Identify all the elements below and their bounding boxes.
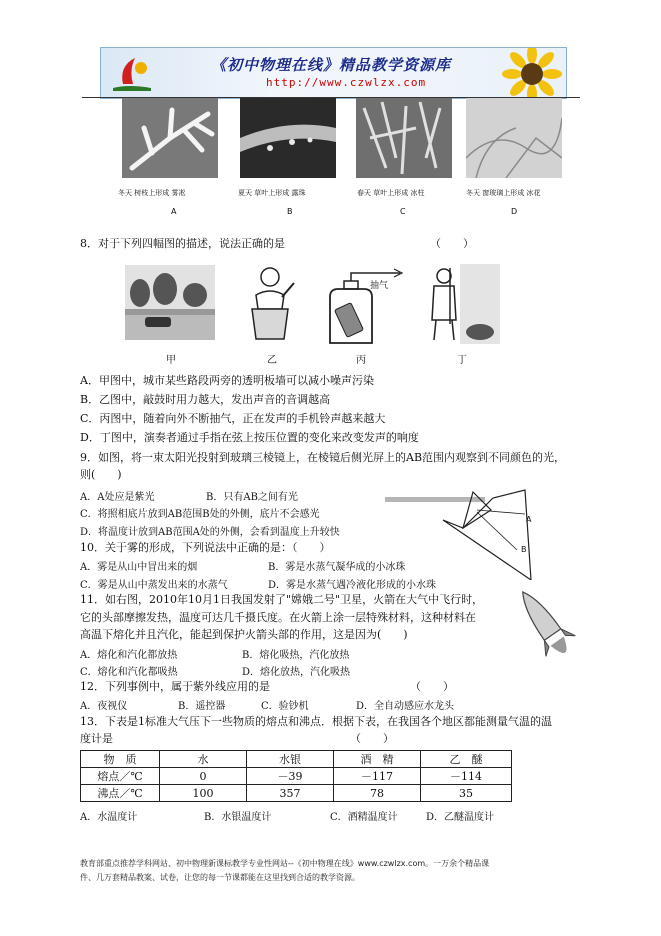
banner-title: 《初中物理在线》精品教学资源库: [211, 56, 452, 74]
fig-label-yi: 乙: [267, 355, 277, 366]
fig-label-ding: 丁: [457, 355, 467, 366]
site-logo-icon: [109, 54, 155, 92]
photo-dew: [240, 98, 336, 178]
table-cell: 35: [421, 785, 512, 802]
q11-line3: 高温下熔化并且汽化，能起到保护火箭头部的作用，这是因为( ): [80, 628, 408, 641]
table-cell: －117: [334, 768, 421, 785]
table-cell: 熔点／℃: [81, 768, 160, 785]
q13-option-b: B．水银温度计: [204, 812, 272, 823]
q13-blank: （ ）: [350, 732, 394, 745]
table-header-cell: 酒 精: [334, 751, 421, 768]
fig-ding-erhu: [420, 264, 500, 344]
q9-option-c: C．将照相底片放到AB范围B处的外侧，底片不会感光: [80, 509, 320, 520]
q13-stem-line1: 13．下表是1标准大气压下一些物质的熔点和沸点．根据下表，在我国各个地区都能测量气温的温: [80, 715, 552, 728]
photo-caption-a: 冬天 树枝上形成 雾凇: [118, 189, 186, 197]
q13-option-d: D．乙醚温度计: [426, 812, 495, 823]
table-cell: 100: [160, 785, 247, 802]
table-cell: 78: [334, 785, 421, 802]
q10-stem: 10．关于雾的形成，下列说法中正确的是：（ ）: [80, 541, 331, 554]
photo-letter-b: B: [287, 207, 293, 216]
photo-letter-a: A: [171, 207, 177, 216]
q8-option-a: A．甲图中，城市某些路段两旁的透明板墙可以减小噪声污染: [80, 374, 374, 387]
q12-stem: 12．下列事例中，属于紫外线应用的是: [80, 680, 270, 693]
q9-option-a: A．A处应是紫光: [80, 492, 155, 503]
fig-bing-pump-label: 抽气: [370, 281, 389, 291]
banner-url: http://www.czwlzx.com: [266, 76, 427, 89]
q11-line1: 11．如右图，2010年10月1日我国发射了"嫦娥二号"卫星，火箭在大气中飞行时，: [80, 593, 484, 606]
q12-blank: （ ）: [410, 680, 454, 693]
table-cell: 沸点／℃: [81, 785, 160, 802]
q11-option-d: D．熔化放热，汽化吸热: [242, 667, 351, 678]
q8-option-d: D．丁图中，演奏者通过手指在弦上按压位置的变化来改变发声的响度: [80, 431, 419, 444]
fig-jia-road: [125, 265, 215, 340]
photo-frost-window: [466, 98, 562, 178]
table-cell: 357: [247, 785, 334, 802]
q12-option-d: D．全自动感应水龙头: [356, 701, 455, 712]
fig-label-jia: 甲: [166, 355, 176, 366]
q9-option-d: D．将温度计放到AB范围A处的外侧，会看到温度上升较快: [80, 527, 340, 538]
table-header-cell: 物 质: [81, 751, 160, 768]
q9-option-b: B．只有AB之间有光: [206, 492, 298, 503]
fig-bing-bell-jar: [320, 267, 404, 347]
table-header-row: [81, 751, 512, 768]
photo-caption-d: 冬天 窗玻璃上形成 冰花: [466, 189, 541, 197]
table-row: [81, 785, 512, 802]
q13-stem-line2: 度计是: [80, 732, 113, 745]
rocket-icon: [518, 580, 578, 675]
photo-rime: [122, 98, 218, 178]
table-row: [81, 768, 512, 785]
photo-ice-pillars: [356, 98, 452, 178]
sunflower-icon: [502, 47, 562, 99]
q11-option-a: A．熔化和汽化都放热: [80, 650, 178, 661]
table-header-cell: 水银: [247, 751, 334, 768]
prism-label-a: A: [526, 515, 532, 524]
q10-option-c: C．雾是从山中蒸发出来的水蒸气: [80, 580, 228, 591]
fig-label-bing: 丙: [356, 355, 366, 366]
q12-option-b: B．遥控器: [178, 701, 226, 712]
footer-line2: 件、几万套精品教案、试卷，让您的每一节课都能在这里找到合适的教学资源。: [80, 873, 360, 882]
q10-option-d: D．雾是水蒸气遇冷液化形成的小水珠: [268, 580, 437, 591]
q13-option-a: A．水温度计: [80, 812, 138, 823]
q11-option-b: B．熔化吸热，汽化放热: [242, 650, 350, 661]
table-cell: －39: [247, 768, 334, 785]
photo-letter-c: C: [400, 207, 406, 216]
q8-option-c: C．丙图中，随着向外不断抽气，正在发声的手机铃声越来越大: [80, 412, 386, 425]
q9-stem-line2: 则( ): [80, 468, 122, 481]
prism-diagram: [385, 488, 550, 580]
prism-label-b: B: [521, 545, 527, 554]
q8-stem: 8．对于下列四幅图的描述，说法正确的是: [80, 237, 285, 250]
fig-yi-drum: [238, 265, 298, 343]
q9-stem-line1: 9．如图，将一束太阳光投射到玻璃三棱镜上，在棱镜后侧光屏上的AB范围内观察到不同颜色的光，: [80, 451, 566, 464]
q12-option-c: C．验钞机: [261, 701, 309, 712]
q11-option-c: C．熔化和汽化都吸热: [80, 667, 178, 678]
q8-option-b: B．乙图中，敲鼓时用力越大，发出声音的音调越高: [80, 393, 331, 406]
table-cell: 0: [160, 768, 247, 785]
photo-caption-c: 春天 草叶上形成 冰柱: [357, 189, 425, 197]
table-cell: －114: [421, 768, 512, 785]
q10-option-b: B．雾是水蒸气凝华成的小冰珠: [268, 562, 406, 573]
q11-line2: 它的头部摩擦发热，温度可达几千摄氏度。在火箭上涂一层特殊材料，这种材料在: [80, 611, 476, 624]
q8-blank: （ ）: [430, 237, 474, 250]
q10-option-a: A．雾是从山中冒出来的烟: [80, 562, 198, 573]
header-banner: [100, 47, 567, 99]
footer-line1: 教育部重点推荐学科网站、初中物理新课标教学专业性网站--《初中物理在线》www.czwlzx.com。一万余个精品课: [80, 859, 490, 868]
table-header-cell: 乙 醚: [421, 751, 512, 768]
q12-option-a: A．夜视仪: [80, 701, 128, 712]
photo-caption-b: 夏天 草叶上形成 露珠: [238, 189, 306, 197]
photo-letter-d: D: [511, 207, 518, 216]
q13-option-c: C．酒精温度计: [330, 812, 398, 823]
table-header-cell: 水: [160, 751, 247, 768]
melting-boiling-table: [80, 750, 512, 802]
